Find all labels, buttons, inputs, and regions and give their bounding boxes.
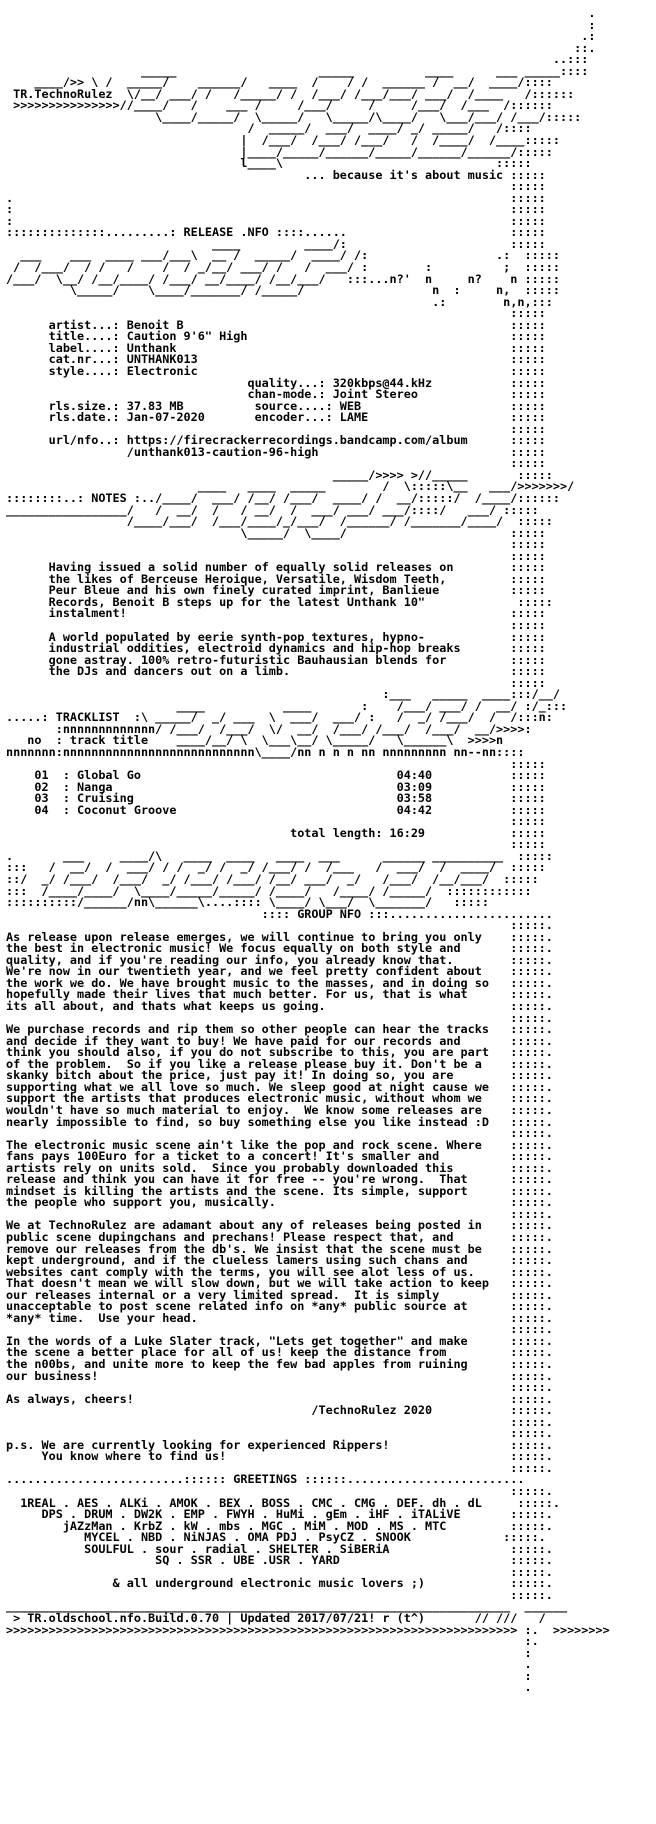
- nfo-line: _____/>>>> >//_____ :::::: [6, 467, 553, 482]
- nfo-line: ____/>> \ / _____/ ______/ ____ / / / ______ / __/ ____/::::: [6, 75, 553, 90]
- nfo-line: :::::: [6, 675, 546, 690]
- nfo-line: unacceptable to post scene related info on *any* public source at :::::.: [6, 1299, 553, 1314]
- nfo-line: ..:::: [6, 52, 589, 67]
- nfo-line: our releases internal or a very limited spread. It is simply :::::.: [6, 1287, 553, 1302]
- nfo-line: :::::.: [6, 1587, 553, 1602]
- nfo-line: We're now in our twentieth year, and we feel pretty confident about :::::.: [6, 964, 553, 979]
- nfo-line: the likes of Berceuse Heroique, Versatile, Wisdom Teeth, :::::: [6, 571, 546, 586]
- nfo-line: instalment! :::::: [6, 606, 546, 621]
- nfo-line: the work we do. We have brought music to the masses, and in doing so :::::.: [6, 975, 553, 990]
- nfo-line: /unthank013-caution-96-high :::::: [6, 444, 546, 459]
- nfo-line: As release upon release emerges, we will continue to bring you only :::::.: [6, 929, 553, 944]
- nfo-line: jAZzMan . KrbZ . kW . mbs . MGC . MiM . MOD . MS . MTC :::::.: [6, 1518, 553, 1533]
- nfo-line: : :::::: [6, 213, 546, 228]
- nfo-line: p.s. We are currently looking for experienced Rippers! :::::.: [6, 1437, 553, 1452]
- nfo-line: A world populated by eerie synth-pop textures, hypno- :::::: [6, 629, 546, 644]
- nfo-line: TR.TechnoRulez \/__/ ___/ / /_____/ / /___/ /___/___/ ___/ /____ /::::::: [6, 86, 575, 101]
- nfo-line: release and think you can have it for free -- you're wrong. That :::::.: [6, 1172, 553, 1187]
- nfo-line: artists rely on units sold. Since you probably downloaded this :::::.: [6, 1160, 553, 1175]
- nfo-line: You know where to find us! :::::.: [6, 1449, 553, 1464]
- nfo-line: .........................:::::: GREETINGS ::::::.........................: [6, 1472, 525, 1487]
- nfo-line: .: n,n,:::: [6, 294, 553, 309]
- nfo-line: :::::: [6, 756, 546, 771]
- nfo-line: ____ ____ _____ / \:::::\__ ___/>>>>>>>/: [6, 479, 575, 494]
- nfo-line: :: [6, 1668, 532, 1683]
- nfo-line: websites cant comply with the terms, you will see alot less of us. :::::.: [6, 1264, 553, 1279]
- nfo-line: /___/ \__/ /__/____/ /___/ __/____/ /__/___/ :::...n?' n n? n :::::: [6, 271, 560, 286]
- nfo-line: .....: TRACKLIST :\ _____/ _/ ___ \ ___/ ___/ : / _/ /___/ / /:::n:: [6, 710, 553, 725]
- nfo-line: >>>>>>>>>>>>>>>>>>>>>>>>>>>>>>>>>>>>>>>>>>>>>>>>>>>>>>>>>>>>>>>>>>>>>>>> :. >>>>>>>>: [6, 1622, 610, 1637]
- nfo-line: /TechnoRulez 2020 :::::.: [6, 1403, 553, 1418]
- nfo-line: :::::: [6, 548, 546, 563]
- nfo-line: :: [6, 17, 596, 32]
- nfo-line: quality, and if you're reading our info, you already know that. :::::.: [6, 952, 553, 967]
- nfo-line: ____ ____ : /___/ ___/ / __/ :/_:::: [6, 698, 568, 713]
- nfo-line: its all about, and thats what keeps us going. :::::.: [6, 999, 553, 1014]
- nfo-line: :::::.: [6, 1426, 553, 1441]
- nfo-line: skanky bitch about the price, just pay it! In doing so, you are :::::.: [6, 1068, 553, 1083]
- nfo-line: :::::: [6, 456, 546, 471]
- nfo-line: kept underground, and if the clueless lamers using such chans and :::::.: [6, 1253, 553, 1268]
- nfo-line: We at TechnoRulez are adamant about any of releases being posted in :::::.: [6, 1218, 553, 1233]
- nfo-line: SQ . SSR . UBE .USR . YARD :::::.: [6, 1553, 553, 1568]
- nfo-line: url/nfo..: https://firecrackerrecordings.bandcamp.com/album :::::: [6, 433, 546, 448]
- nfo-line: DPS . DRUM . DW2K . EMP . FWYH . HuMi . gEm . iHF . iTALiVE :::::.: [6, 1507, 553, 1522]
- nfo-line: :::::.: [6, 1322, 553, 1337]
- nfo-line: 04 : Coconut Groove 04:42 :::::: [6, 802, 546, 817]
- nfo-line: *any* time. Use your head. :::::.: [6, 1310, 553, 1325]
- nfo-line: The electronic music scene ain't like the pop and rock scene. Where :::::.: [6, 1137, 553, 1152]
- nfo-line: industrial oddities, electroid dynamics and hip-hop breaks :::::: [6, 641, 546, 656]
- nfo-line: Peur Bleue and his own finely curated imprint, Banlieue :::::: [6, 583, 546, 598]
- nfo-line: :::::: [6, 837, 546, 852]
- nfo-line: :::::: [6, 617, 546, 632]
- nfo-line: .: [6, 1680, 532, 1695]
- nfo-line: ::: / __/ / ___/ / / _/ / _/ /___/ / /___ / ___/ / ____/ :::::: [6, 860, 546, 875]
- nfo-line: :::::.: [6, 1380, 553, 1395]
- nfo-line: fans pays 100Euro for a ticket to a concert! It's smaller and :::::.: [6, 1149, 553, 1164]
- nfo-line: 1REAL . AES . ALKi . AMOK . BEX . BOSS . CMC . CMG . DEF. dh . dL :::::.: [6, 1495, 560, 1510]
- nfo-line: our business! :::::.: [6, 1368, 553, 1383]
- nfo-line: quality...: 320kbps@44.kHz :::::: [6, 375, 546, 390]
- nfo-line: the scene a better place for all of us! keep the distance from :::::.: [6, 1345, 553, 1360]
- nfo-line: total length: 16:29 :::::: [6, 825, 546, 840]
- nfo-line: ::::::::::::::.........: RELEASE .NFO ::::...... :::::: [6, 225, 546, 240]
- nfo-line: :::::.: [6, 1010, 553, 1025]
- nfo-line: chan-mode.: Joint Stereo :::::: [6, 387, 546, 402]
- nfo-line: >>>>>>>>>>>>>>>//____/ / ___ / /___/ / /___/ /___ /::::::: [6, 98, 553, 113]
- nfo-line: \_____/ \____/ :::::: [6, 525, 546, 540]
- nfo-line: label....: Unthank :::::: [6, 340, 546, 355]
- nfo-line: Records, Benoit B steps up for the latest Unthank 10" :::::: [6, 594, 553, 609]
- nfo-line: rls.size.: 37.83 MB source....: WEB :::::: [6, 398, 546, 413]
- nfo-line: _________________/ / __/ / / __/ / ___/ ___/ ___/::::/ ___/ :::::: [6, 502, 539, 517]
- nfo-line: :::::.: [6, 1484, 553, 1498]
- nfo-line: : :::::: [6, 202, 546, 217]
- nfo-line: l____\ :::::: [6, 156, 532, 171]
- nfo-line: and decide if they want to buy! We have paid for our records and :::::.: [6, 1033, 553, 1048]
- nfo-line: Having issued a solid number of equally solid releases on :::::: [6, 560, 546, 575]
- nfo-line: :::::.: [6, 1126, 553, 1141]
- nfo-line: :::::: [6, 306, 546, 321]
- nfo-line: > TR.oldschool.nfo.Build.0.70 | Updated 2017/07/21! r (t^) // /// /: [6, 1611, 546, 1626]
- nfo-line: :::::.: [6, 918, 553, 933]
- nfo-line: That doesn't mean we will slow down, but we will take action to keep :::::.: [6, 1276, 553, 1291]
- nfo-line: :::::: [6, 537, 546, 552]
- nfo-line: | /___/ /___/ /___/ / /____/ /____:::::: [6, 133, 560, 148]
- nfo-line: :::::.: [6, 1206, 553, 1221]
- nfo-line: :::::: [6, 814, 546, 829]
- nfo-text-block: [6, 8, 650, 1694]
- nfo-line: / _____/ ___/ ____/ _/ _____/ /::::: [6, 121, 532, 136]
- nfo-line: |____/_____/______/_____/______/______/:::::: [6, 144, 553, 159]
- nfo-line: :::::: [6, 421, 546, 436]
- nfo-line: :::: GROUP NFO :::.......................: [6, 906, 553, 921]
- nfo-line: 01 : Global Go 04:40 :::::: [6, 768, 546, 783]
- nfo-line: :: [6, 1645, 532, 1660]
- nfo-line: MYCEL . NBD . NiNJAS . OMA PDJ . PsyCZ . SNOOK :::::.: [6, 1530, 546, 1545]
- nfo-line: gone astray. 100% retro-futuristic Bauhausian blends for :::::: [6, 652, 546, 667]
- nfo-line: :nnnnnnnnnnnnn/ /___/ /___/ \/ __/ /___/ /___/ /___/ __/>>>>:: [6, 721, 532, 736]
- nfo-line: rls.date.: Jan-07-2020 encoder...: LAME :::::: [6, 410, 546, 425]
- nfo-line: \____/_____/ \_____/ \_____/\____/ \___/___/ /___/:::::: [6, 109, 582, 124]
- nfo-line: no : track title ____/__/ \ \___\__/ \_____/ \______\ >>>>n: [6, 733, 504, 748]
- nfo-line: ::/ _/ /___/ /___/ _/ /___/ /___/ /__/ ___/ _/ /___/ /__/___/ :::::: [6, 872, 539, 887]
- nfo-line: :::::.: [6, 1414, 553, 1429]
- nfo-line: _______________________________________________________________________ ______: [6, 1599, 568, 1614]
- nfo-line: 02 : Nanga 03:09 :::::: [6, 779, 546, 794]
- nfo-line: .: [6, 8, 596, 20]
- nfo-line: nearly impossible to find, so buy something else you like instead :D :::::.: [6, 1114, 553, 1129]
- nfo-line: In the words of a Luke Slater track, "Lets get together" and make :::::.: [6, 1333, 553, 1348]
- nfo-line: SOULFUL . sour . radial . SHELTER . SiBERiA :::::.: [6, 1541, 553, 1556]
- nfo-line: title....: Caution 9'6" High :::::: [6, 329, 546, 344]
- nfo-line: ::::::::::/______/nn\______\....:::: \____/ \___/ \_______/ :::::: [6, 895, 489, 910]
- nfo-line: support the artists that produces electronic music, without whom we :::::.: [6, 1091, 553, 1106]
- nfo-line: ::: /____/____/ \____/_____/_____/ /____/ /____/ /_____/ ::::::::::::: [6, 883, 532, 898]
- nfo-line: \_____/ \____/_______/ /_____/ n : n, :::::: [6, 283, 560, 298]
- nfo-line: ::::::::..: NOTES :../____/ ___/ /__/ /___/ ____/ / __/:::::/ /____/::::::: [6, 490, 560, 505]
- nfo-line: cat.nr...: UNTHANK013 :::::: [6, 352, 546, 367]
- nfo-line: ... because it's about music :::::: [6, 167, 546, 182]
- nfo-line: As always, cheers! :::::.: [6, 1391, 553, 1406]
- nfo-line: remove our releases from the db's. We insist that the scene must be :::::.: [6, 1241, 553, 1256]
- nfo-line: the n00bs, and unite more to keep the few bad apples from ruining :::::.: [6, 1356, 553, 1371]
- nfo-line: mindset is killing the artists and the scene. Its simple, support :::::.: [6, 1183, 553, 1198]
- nfo-line: think you should also, if you do not subscribe to this, you are part :::::.: [6, 1045, 553, 1060]
- nfo-line: .: [6, 1657, 532, 1672]
- nfo-line: / /___/ / / / / / _/__/ ___/ / / ___/ : : ; :::::: [6, 260, 560, 275]
- nfo-line: nnnnnnn:nnnnnnnnnnnnnnnnnnnnnnnnnnn\____/nn n n n nn nnnnnnnnn nn--nn::::: [6, 745, 525, 759]
- nfo-line: . :::::: [6, 190, 546, 205]
- nfo-viewer: [6, 8, 650, 1818]
- nfo-line: :::::.: [6, 1564, 553, 1579]
- nfo-line: & all underground electronic music lovers ;) :::::.: [6, 1576, 553, 1591]
- nfo-line: ____ ____/: :::::: [6, 236, 546, 251]
- nfo-line: :.: [6, 1634, 539, 1649]
- nfo-line: We purchase records and rip them so other people can hear the tracks :::::.: [6, 1022, 553, 1037]
- nfo-line: of the problem. So if you like a release please buy it. Don't be a :::::.: [6, 1056, 553, 1071]
- nfo-line: .:: [6, 29, 596, 44]
- nfo-line: . ___ ____/\ ____ ____ ____ ___ ______ __________ :::::: [6, 848, 553, 863]
- nfo-line: /____/___/ /___/____/_/___/ /______/ /_______/____/ :::::: [6, 514, 553, 529]
- nfo-line: _____ _____ ____ ___ _____::::: [6, 63, 589, 78]
- nfo-line: :::::.: [6, 1460, 553, 1475]
- nfo-line: :::::: [6, 179, 546, 194]
- nfo-line: 03 : Cruising 03:58 :::::: [6, 791, 546, 806]
- nfo-line: artist...: Benoit B :::::: [6, 317, 546, 332]
- nfo-line: the best in electronic music! We focus equally on both style and :::::.: [6, 941, 553, 956]
- nfo-line: the people who support you, musically. :::::.: [6, 1195, 553, 1210]
- nfo-line: the DJs and dancers out on a limb. :::::: [6, 664, 546, 679]
- nfo-line: hopefully made their lives that much better. For us, that is what :::::.: [6, 987, 553, 1002]
- nfo-line: public scene dupingchans and prechans! Please respect that, and :::::.: [6, 1229, 553, 1244]
- nfo-line: :___ _____ ____:::/__/: [6, 687, 560, 702]
- nfo-line: ::.: [6, 40, 596, 55]
- nfo-line: supporting what we all love so much. We sleep good at night cause we :::::.: [6, 1079, 553, 1094]
- nfo-line: wouldn't have so much material to enjoy. We know some releases are :::::.: [6, 1102, 553, 1117]
- nfo-line: style....: Electronic :::::: [6, 363, 546, 378]
- nfo-line: ___ ___ ____ ___/___\ __ / _____/ ____/ /: .: :::::: [6, 248, 560, 263]
